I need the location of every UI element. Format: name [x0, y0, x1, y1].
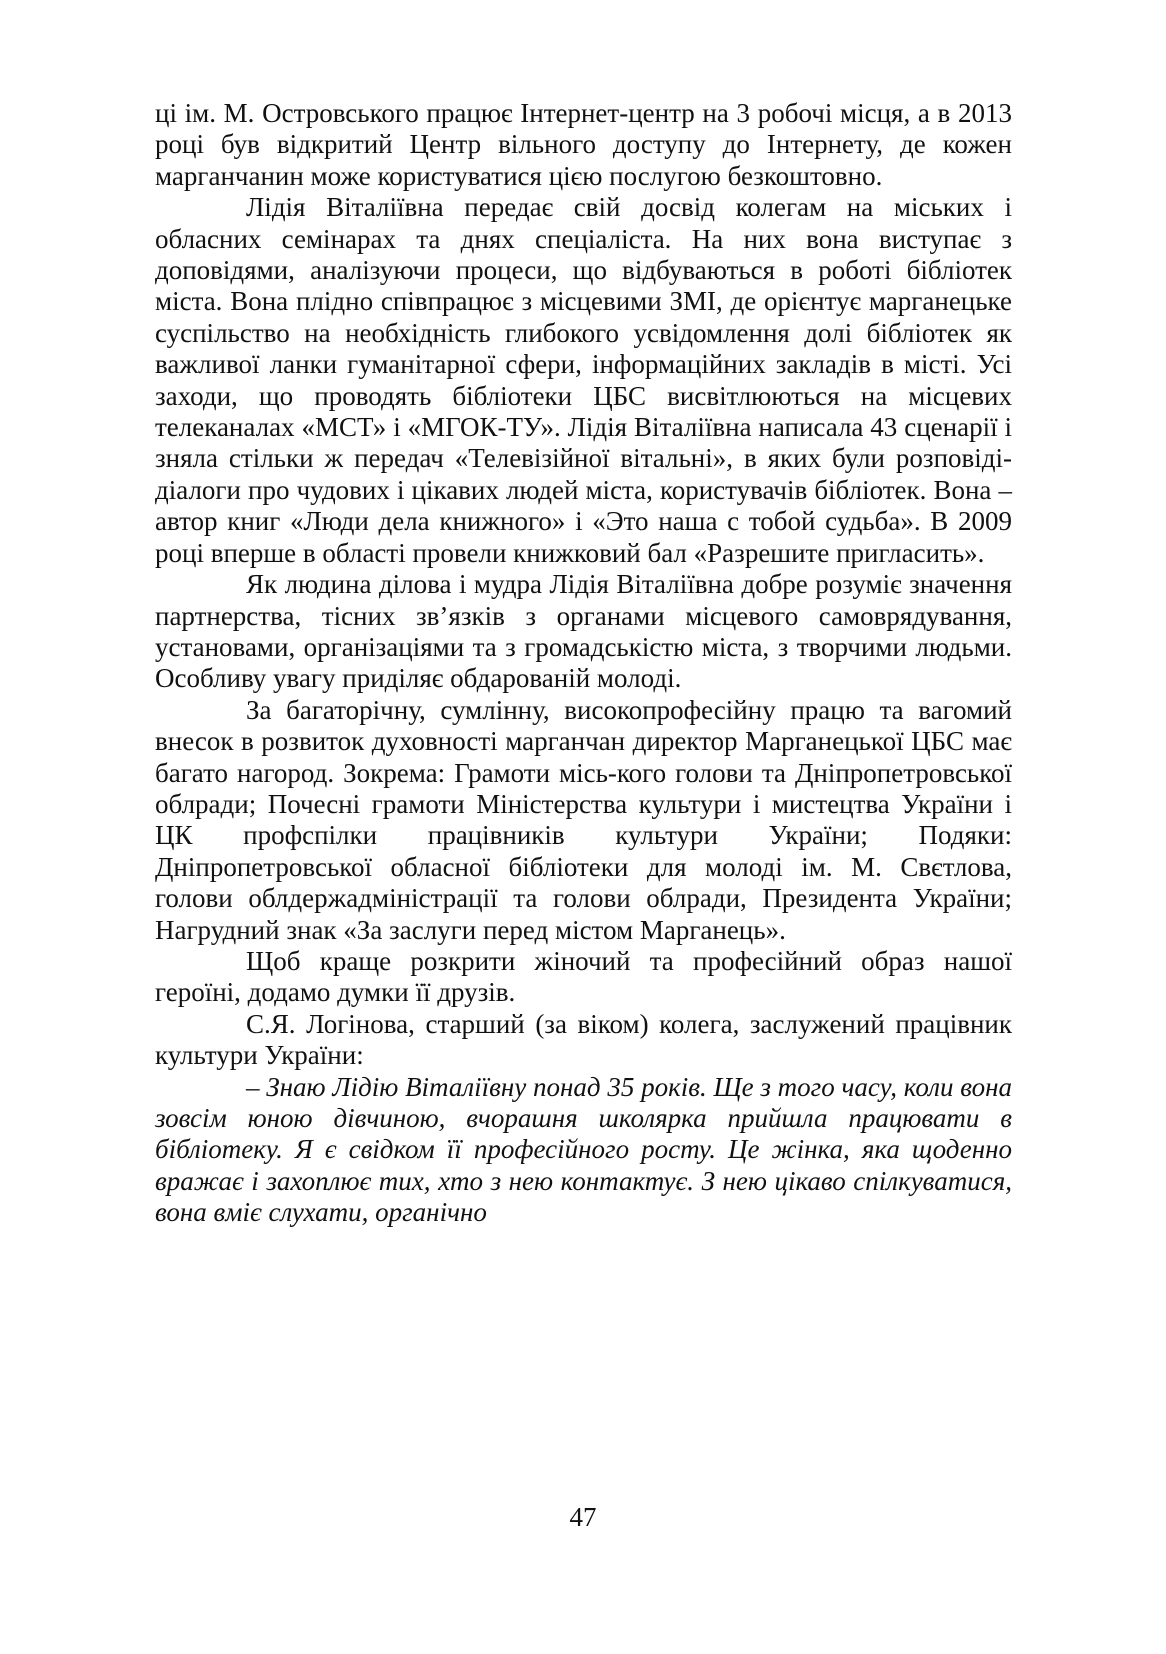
paragraph-continuation: ці ім. М. Островського працює Інтернет-центр на 3 робочі місця, а в 2013 році був відкритий Центр вільного доступу до Інтернету, де кожен марганчанин може користуватися цією послугою безкоштовно. [155, 98, 1012, 191]
paragraph-friends-intro: Щоб краще розкрити жіночий та професійний образ нашої героїні, додамо думки її друзів. [155, 945, 1012, 1008]
paragraph-quote: – Знаю Лідію Віталіївну понад 35 років. Ще з того часу, коли вона зовсім юною дівчиною, вчорашня школярка прийшла працювати в бібліотеку. Я є свідком її професійного росту. Це жінка, яка щоденно вражає і захоплює тих, хто з нею контактує. З нею цікаво спілкуватися, вона вміє слухати, органічно [155, 1071, 1012, 1228]
paragraph-loginova-intro: С.Я. Логінова, старший (за віком) колега, заслужений працівник культури України: [155, 1008, 1012, 1071]
page-number: 47 [569, 1502, 597, 1532]
paragraph-awards: За багаторічну, сумлінну, високопрофесійну працю та вагомий внесок в розвиток духовності марганчан директор Марганецької ЦБС має багато нагород. Зокрема: Грамоти місь-кого голови та Дніпропетровської облради; Почесні грамоти Міністерства культури і мистецтва України і ЦК профспілки працівників культури України; Подяки: Дніпропетровської обласної бібліотеки для молоді ім. М. Свєтлова, голови облдержадміністрації та голови облради, Президента України; Нагрудний знак «За заслуги перед містом Марганець». [155, 694, 1012, 945]
paragraph-partnership: Як людина ділова і мудра Лідія Віталіївна добре розуміє значення партнерства, тісних зв’язків з органами місцевого самоврядування, установами, організаціями та з громадськістю міста, з творчими людьми. Особливу увагу приділяє обдарованій молоді. [155, 569, 1012, 694]
paragraph-experience: Лідія Віталіївна передає свій досвід колегам на міських і обласних семінарах та днях спеціаліста. На них вона виступає з доповідями, аналізуючи процеси, що відбуваються в роботі бібліотек міста. Вона плідно співпрацює з місцевими ЗМІ, де орієнтує марганецьке суспільство на необхідність глибокого усвідомлення долі бібліотек як важливої ланки гуманітарної сфери, інформаційних закладів в місті. Усі заходи, що проводять бібліотеки ЦБС висвітлюються на місцевих телеканалах «МСТ» і «МГОК-ТУ». Лідія Віталіївна написала 43 сценарії і зняла стільки ж передач «Телевізійної вітальні», в яких були розповіді-діалоги про чудових і цікавих людей міста, користувачів бібліотек. Вона – автор книг «Люди дела книжного» і «Это наша с тобой судьба». В 2009 році вперше в області провели книжковий бал «Разрешите пригласить». [155, 192, 1012, 568]
page-body [155, 98, 1012, 1229]
